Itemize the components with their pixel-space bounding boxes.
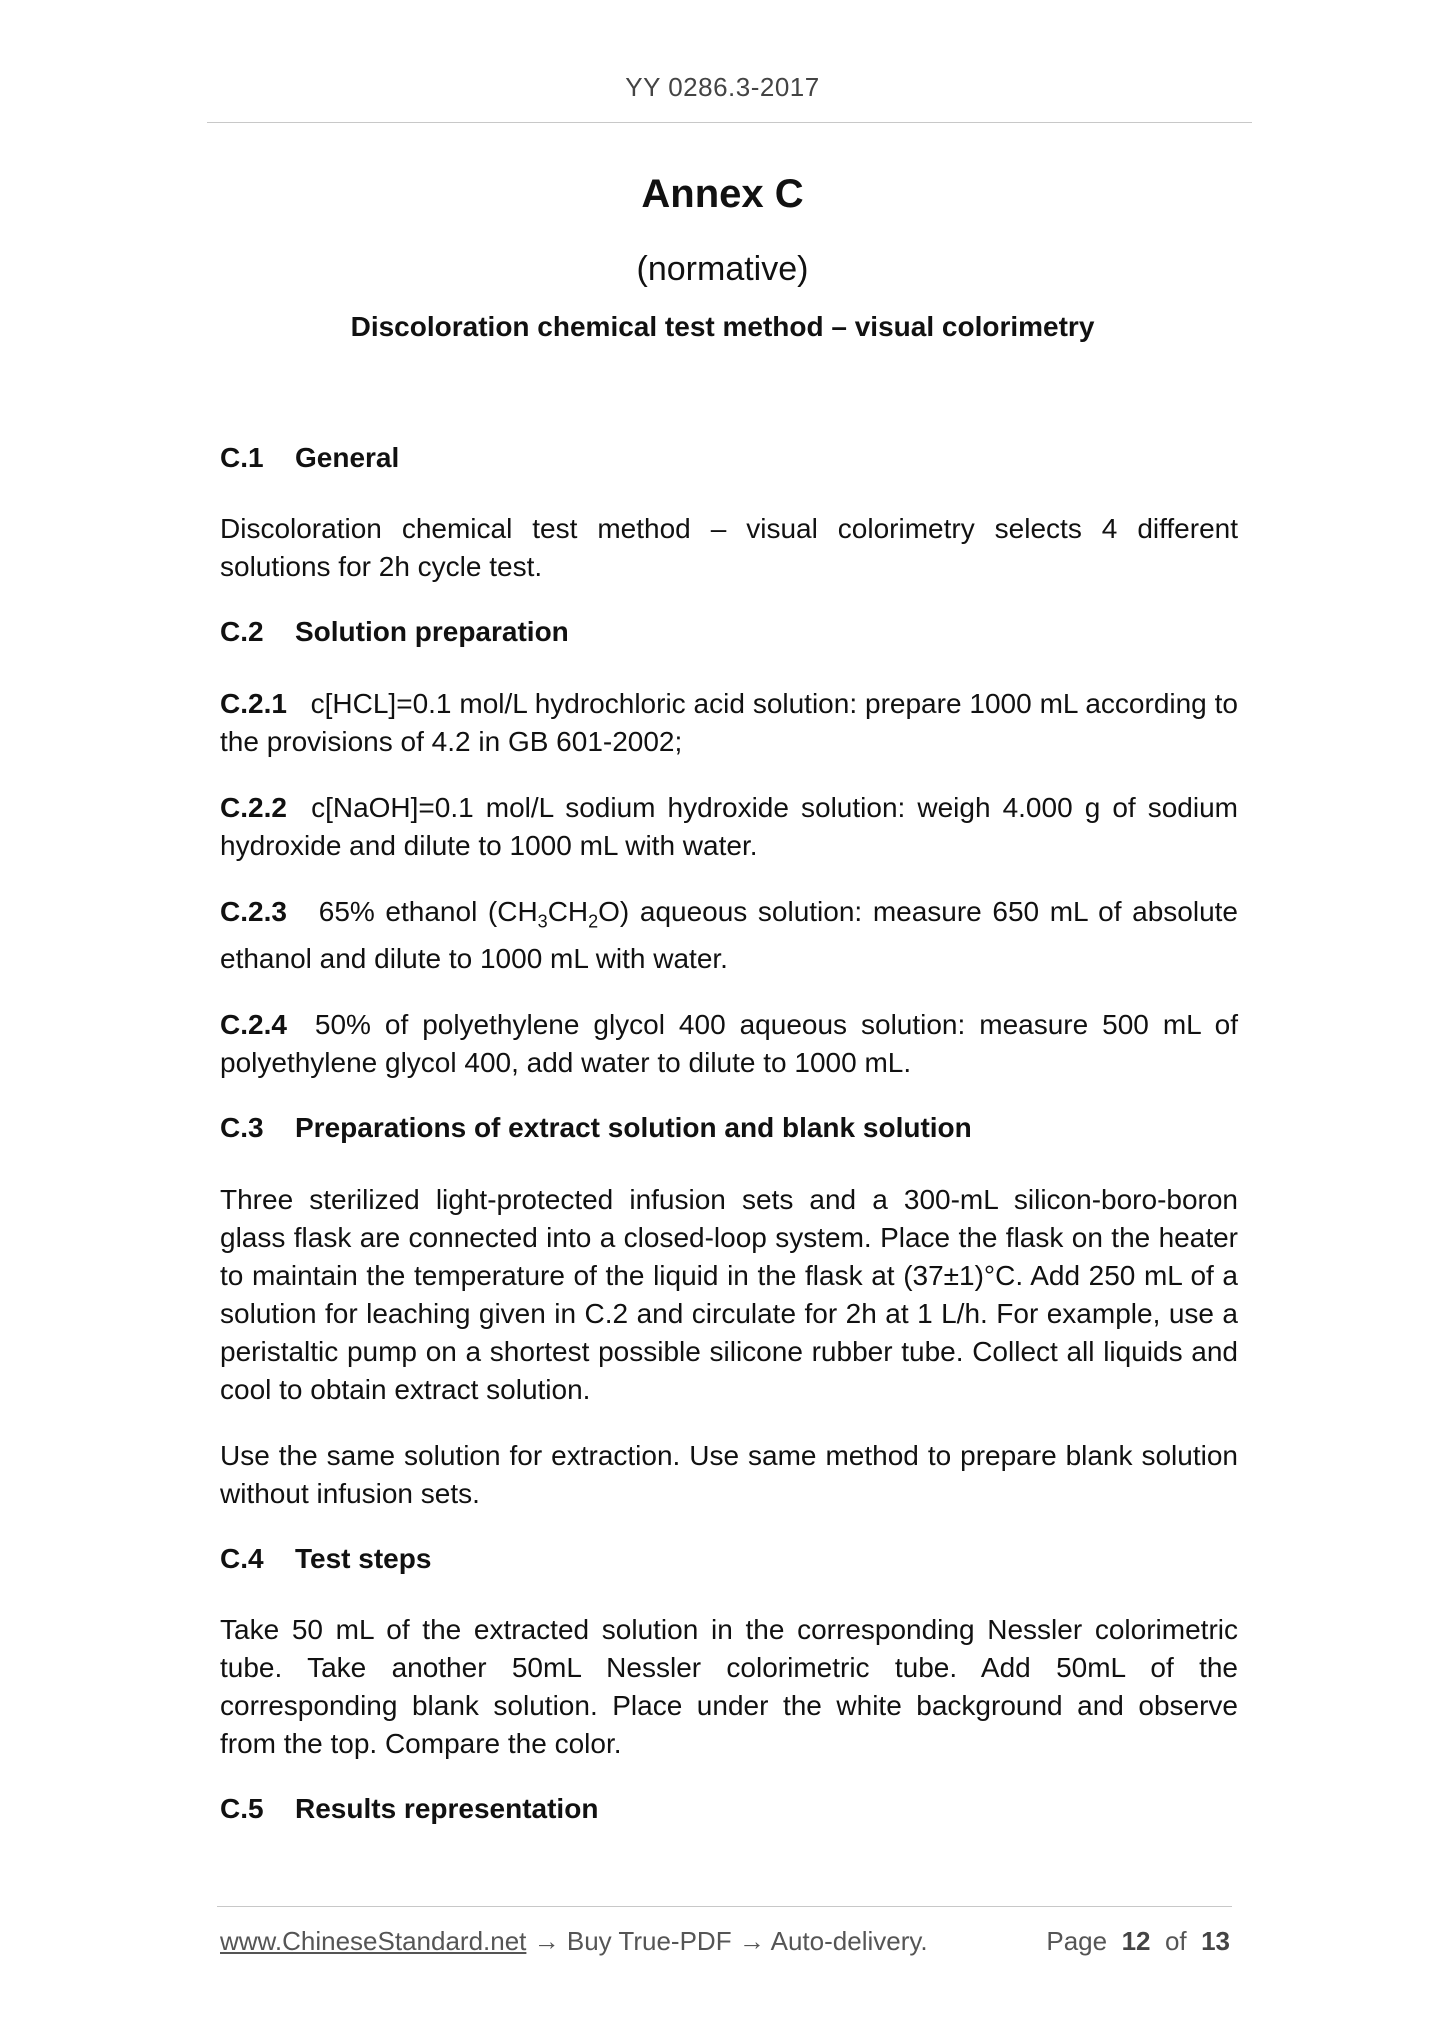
website-link[interactable]: www.ChineseStandard.net [220, 1926, 527, 1956]
section-c4-paragraph: Take 50 mL of the extracted solution in the corresponding Nessler colorimetric tube. Take another 50mL Nessler colorimetric tube. Add 50mL of the corresponding blank solution. Place under the white background and observe from the top. Compare the color. [220, 1614, 1238, 1760]
clause-c24 [220, 1006, 1238, 1082]
clause-number: C.2.1 [220, 687, 287, 719]
section-number: C.2 [220, 616, 264, 648]
header-divider [207, 122, 1252, 123]
section-number: C.4 [220, 1542, 264, 1574]
annex-title: Annex C [641, 172, 804, 216]
clause-text-pre: 65% ethanol (CH [318, 895, 538, 927]
clause-c23 [220, 893, 1238, 979]
page-label: Page [1046, 1926, 1108, 1956]
footer-divider [217, 1906, 1232, 1907]
clause-text: c[HCL]=0.1 mol/L hydrochloric acid solution: prepare 1000 mL according to the provisions of 4.2 in GB 601-2002; [220, 687, 1239, 757]
clause-number: C.2.3 [220, 895, 287, 927]
page-total: 13 [1201, 1926, 1230, 1956]
page-indicator [1046, 1926, 1230, 1957]
clause-text: 50% of polyethylene glycol 400 aqueous solution: measure 500 mL of polyethylene glycol 400, add water to dilute to 1000 mL. [220, 1009, 1238, 1079]
arrow-right-icon: → [738, 1926, 765, 1956]
page-of-label: of [1164, 1926, 1187, 1956]
clause-text-post: O) aqueous solution: measure 650 mL of absolute ethanol and dilute to 1000 mL with water. [220, 895, 1238, 975]
clause-text: c[NaOH]=0.1 mol/L sodium hydroxide solution: weigh 4.000 g of sodium hydroxide and dilute to 1000 mL with water. [220, 791, 1238, 861]
section-c4-title [220, 1541, 1238, 1577]
document-body [220, 440, 1238, 1862]
section-number: C.5 [220, 1793, 264, 1825]
section-c3-paragraph-2: Use the same solution for extraction. Use same method to prepare blank solution without infusion sets. [220, 1439, 1238, 1509]
section-c1-paragraph: Discoloration chemical test method – visual colorimetry selects 4 different solutions for 2h cycle test. [220, 513, 1238, 583]
buy-pdf-text: Buy True-PDF [566, 1926, 732, 1956]
clause-c22 [220, 789, 1238, 865]
section-title-text: Solution preparation [295, 616, 569, 648]
clause-number: C.2.2 [220, 791, 287, 823]
auto-delivery-text: Auto-delivery. [770, 1926, 928, 1956]
section-number: C.1 [220, 442, 264, 473]
clause-number: C.2.4 [220, 1009, 287, 1041]
clause-text-mid: CH [547, 895, 589, 927]
page-footer [220, 1926, 1232, 1957]
section-title-text: Test steps [295, 1542, 432, 1574]
section-c1-title [220, 440, 1238, 476]
section-c5-title [220, 1791, 1238, 1827]
arrow-right-icon: → [533, 1926, 560, 1956]
document-code: YY 0286.3-2017 [625, 72, 820, 102]
annex-heading: Discoloration chemical test method – visual colorimetry [350, 311, 1095, 342]
subscript: 2 [588, 911, 599, 932]
subscript: 3 [537, 911, 548, 932]
section-c2-title [220, 614, 1238, 650]
section-c3-title [220, 1110, 1238, 1146]
section-title-text: Preparations of extract solution and blank solution [295, 1112, 972, 1144]
section-number: C.3 [220, 1112, 264, 1144]
page-number: 12 [1121, 1926, 1151, 1956]
section-c3-paragraph-1: Three sterilized light-protected infusion sets and a 300-mL silicon-boro-boron glass flask are connected into a closed-loop system. Place the flask on the heater to maintain the temperature of the liquid in the flask at (37±1)°C. Add 250 mL of a solution for leaching given in C.2 and circulate for 2h at 1 L/h. For example, use a peristaltic pump on a shortest possible silicone rubber tube. Collect all liquids and cool to obtain extract solution. [220, 1183, 1238, 1405]
section-title-text: General [295, 442, 400, 473]
annex-subtitle: (normative) [636, 250, 809, 288]
clause-c21 [220, 685, 1238, 761]
section-title-text: Results representation [295, 1793, 599, 1825]
